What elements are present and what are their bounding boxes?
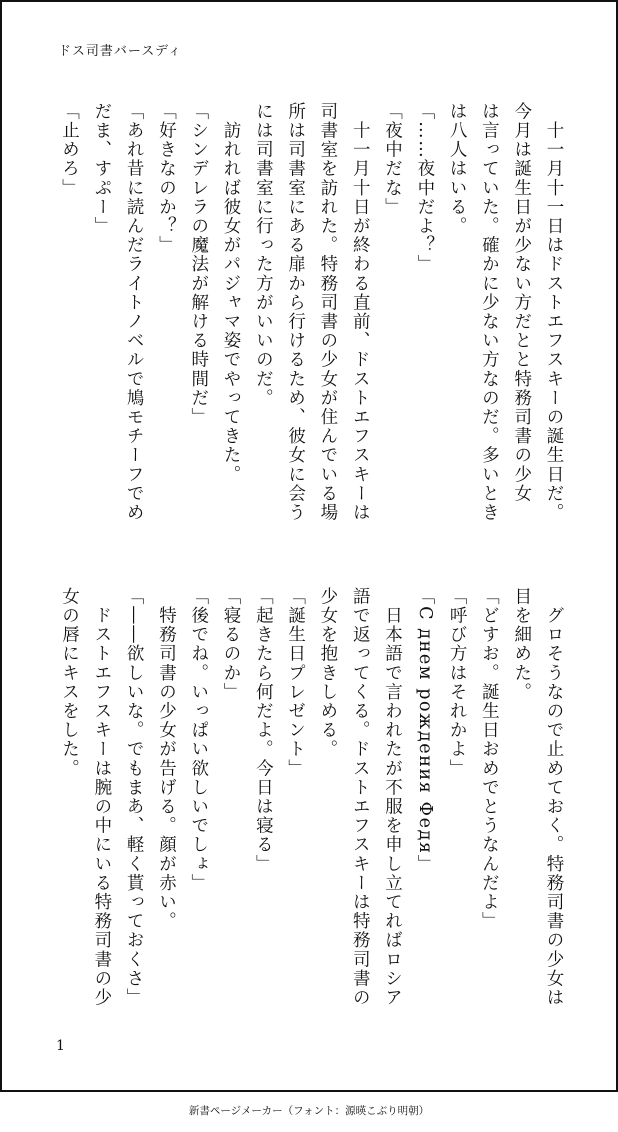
- text-line: には司書室に行った方がいいのだ。: [253, 102, 274, 408]
- text-line: 「あれ昔に読んだライトノベルで鳩モチーフでめ: [124, 102, 145, 523]
- text-line: 「起きたら何だよ。今日は寝る」: [253, 587, 274, 874]
- page-number: 1: [56, 1038, 65, 1054]
- text-line: 「誕生日プレゼント」: [285, 587, 306, 778]
- text-line: 今月は誕生日が少ない方だとと特務司書の少女: [511, 102, 532, 504]
- generator-credit: 新書ページメーカー（フォント：源暎こぶり明朝）: [188, 1105, 430, 1117]
- text-line: 所は司書室にある扉から行けるため、彼女に会う: [285, 102, 306, 523]
- text-line: 「夜中だな」: [382, 102, 403, 217]
- page-title: ドス司書バースディ: [58, 44, 182, 59]
- text-line: グロそうなので止めておく。特務司書の少女は: [544, 587, 564, 1008]
- text-line: ドストエフスキーは腕の中にいる特務司書の少: [91, 587, 112, 1008]
- text-line: 「どすお。誕生日おめでとうなんだよ」: [479, 587, 500, 931]
- text-line: 「――欲しいな。でもまあ、軽く貰っておくさ」: [124, 587, 145, 1008]
- text-line: 「後でね。いっぱい欲しいでしょ」: [188, 587, 209, 893]
- text-line: 少女を抱きしめる。: [317, 587, 338, 759]
- text-line: だま、すぷー」: [91, 102, 112, 236]
- text-line: 十一月十日が終わる直前、ドストエフスキーは: [350, 102, 371, 523]
- text-line: 司書室を訪れた。特務司書の少女が住んでいる場: [317, 102, 338, 523]
- text-line: 訪れれば彼女がパジャマ姿でやってきた。: [221, 102, 242, 484]
- text-line: 「止めろ」: [59, 102, 80, 198]
- text-line: 「好きなのか？」: [156, 102, 177, 255]
- text-line: 日本語で言われたが不服を申し立てればロシア: [382, 587, 403, 1008]
- text-column-bottom: [50, 587, 570, 1057]
- text-line: 「С днем рождения Федя」: [414, 587, 435, 874]
- text-line: 「……夜中だよ？」: [414, 102, 435, 274]
- text-line: 「寝るのか」: [221, 587, 242, 702]
- text-column-top: [50, 102, 570, 572]
- text-line: 十一月十一日はドストエフスキーの誕生日だ。: [544, 102, 564, 523]
- text-line: は言っていた。確かに少ない方なのだ。多いとき: [479, 102, 500, 523]
- text-line: 「シンデレラの魔法が解ける時間だ」: [188, 102, 209, 427]
- text-line: 女の唇にキスをした。: [59, 587, 80, 778]
- text-line: 特務司書の少女が告げる。顔が赤い。: [156, 587, 177, 931]
- text-line: 「呼び方はそれかよ」: [447, 587, 468, 778]
- text-line: 目を細めた。: [511, 587, 532, 702]
- text-line: は八人はいる。: [447, 102, 468, 236]
- text-line: 語で返ってくる。ドストエフスキーは特務司書の: [350, 587, 371, 1008]
